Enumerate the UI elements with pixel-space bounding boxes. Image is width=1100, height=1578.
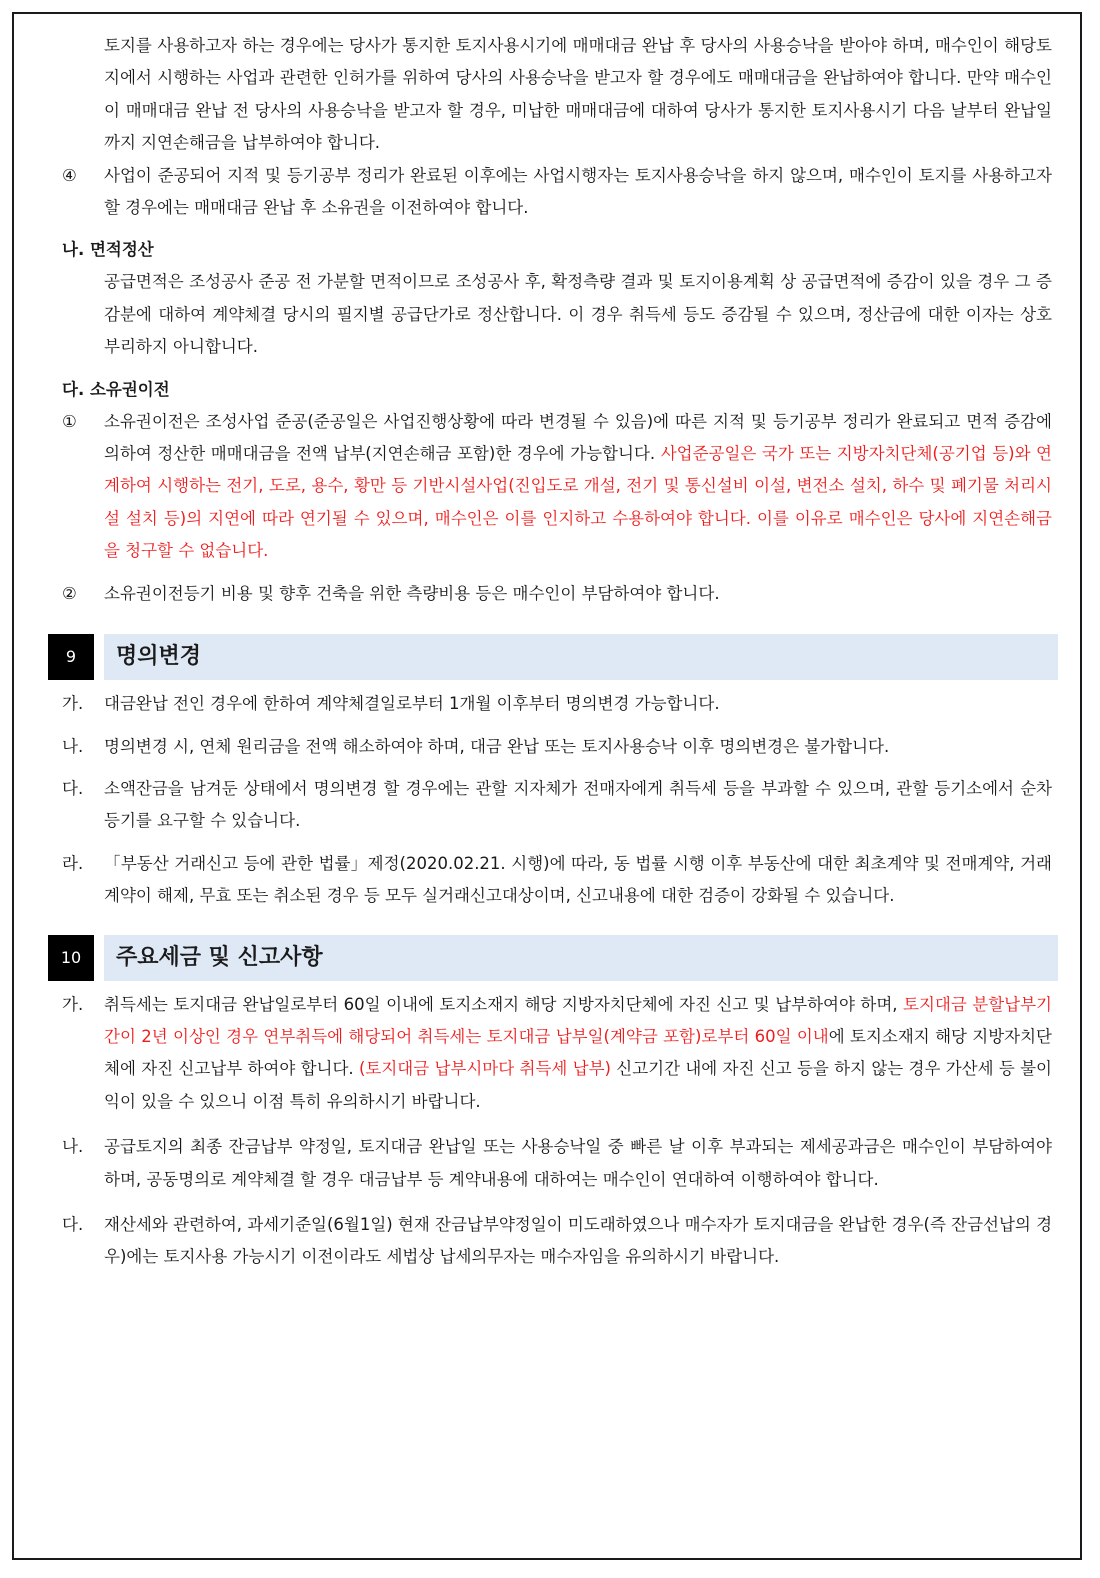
item-text: 소유권이전등기 비용 및 향후 건축을 위한 측량비용 등은 매수인이 부담하여야 합니다.: [104, 583, 720, 603]
item-text: 소유권이전은 조성사업 준공(준공일은 사업진행상황에 따라 변경될 수 있음)에 따른 지적 및 등기공부 정리가 완료되고 면적 증감에 의하여 정산한 매매대금을 전액 납부(지연손해금 포함)한 경우에 가능합니다.: [104, 411, 1052, 464]
section-9-header: [48, 634, 1058, 680]
section-number: 9: [48, 634, 94, 680]
item-label: 나.: [62, 736, 84, 756]
item-text: 재산세와 관련하여, 과세기준일(6월1일) 현재 잔금납부약정일이 미도래하였으나 매수자가 토지대금을 완납한 경우(즉 잔금선납의 경우)에는 토지사용 가능시기 이전이라도 세법상 납세의무자는 매수자임을 유의하시기 바랍니다.: [104, 1214, 1053, 1267]
list-item: [62, 773, 1052, 838]
item-text: 취득세는 토지대금 완납일로부터 60일 이내에 토지소재지 해당 지방자치단체에 자진 신고 및 납부하여야 하며,: [104, 994, 904, 1014]
item-number: ②: [62, 583, 77, 603]
item-text: 대금완납 전인 경우에 한하여 계약체결일로부터 1개월 이후부터 명의변경 가능합니다.: [104, 694, 720, 714]
section-number: 10: [48, 935, 94, 981]
item-1: [62, 406, 1052, 568]
heading-area-settlement: 나. 면적정산: [62, 240, 154, 260]
paragraph-area-settlement: 공급면적은 조성공사 준공 전 가분할 면적이므로 조성공사 후, 확정측량 결과 및 토지이용계획 상 공급면적에 증감이 있을 경우 그 증감분에 대하여 계약체결 당시의 필지별 공급단가로 정산합니다. 이 경우 취득세 등도 증감될 수 있으며, 정산금에 대한 이자는 상호 부리하지 아니합니다.: [104, 272, 1052, 357]
list-item: [62, 688, 1052, 720]
section-title: 명의변경: [104, 634, 1058, 680]
item-number: ①: [62, 411, 77, 431]
item-text: 명의변경 시, 연체 원리금을 전액 해소하여야 하며, 대금 완납 또는 토지사용승낙 이후 명의변경은 불가합니다.: [104, 736, 890, 756]
item-text: 신고기간 내에 자진 신고 등을 하지 않는 경우 가산세 등 불이익이 있을 수 있으니 이점 특히 유의하시기 바랍니다.: [104, 1059, 1052, 1111]
item-4: [62, 160, 1052, 225]
item-text: 에 토지소재지 해당 지방자치단체에 자진 신고납부 하여야 합니다.: [104, 1026, 1052, 1079]
item-label: 라.: [62, 853, 84, 873]
item-text: 소액잔금을 남겨둔 상태에서 명의변경 할 경우에는 관할 지자체가 전매자에게 취득세 등을 부과할 수 있으며, 관할 등기소에서 순차등기를 요구할 수 있습니다.: [104, 778, 1052, 831]
item-label: 가.: [62, 994, 84, 1014]
item-label: 가.: [62, 694, 84, 714]
list-item: [62, 989, 1052, 1119]
heading-ownership-transfer: 다. 소유권이전: [62, 379, 170, 399]
list-item: [62, 731, 1052, 763]
warning-text: 사업준공일은 국가 또는 지방자치단체(공기업 등)와 연계하여 시행하는 전기, 도로, 용수, 황만 등 기반시설사업(진입도로 개설, 전기 및 통신설비 이설, 변전소 설치, 하수 및 폐기물 처리시설 설치 등)의 지연에 따라 연기될 수 있으며, 매수인은 이를 인지하고 수용하여야 합니다. 이를 이유로 매수인은 당사에 지연손해금을 청구할 수 없습니다.: [104, 444, 1053, 561]
list-item: [62, 1131, 1052, 1196]
item-2: [62, 578, 1052, 610]
warning-text: (토지대금 납부시마다 취득세 납부): [358, 1059, 611, 1079]
document-body: [62, 30, 1052, 1274]
section-9-list: [62, 688, 1052, 912]
list-item: [62, 1209, 1052, 1274]
section-10-list: [62, 989, 1052, 1274]
item-text: 사업이 준공되어 지적 및 등기공부 정리가 완료된 이후에는 사업시행자는 토지사용승낙을 하지 않으며, 매수인이 토지를 사용하고자 할 경우에는 매매대금 완납 후 소유권을 이전하여야 합니다.: [104, 165, 1052, 218]
item-label: 나.: [62, 1137, 84, 1157]
item-number: ④: [62, 165, 77, 185]
item-text: 「부동산 거래신고 등에 관한 법률」제정(2020.02.21. 시행)에 따라, 동 법률 시행 이후 부동산에 대한 최초계약 및 전매계약, 거래계약이 해제, 무효 또는 취소된 경우 등 모두 실거래신고대상이며, 신고내용에 대한 검증이 강화될 수 있습니다.: [104, 853, 1052, 906]
item-label: 다.: [62, 1214, 84, 1234]
item-text: 공급토지의 최종 잔금납부 약정일, 토지대금 완납일 또는 사용승낙일 중 빠른 날 이후 부과되는 제세공과금은 매수인이 부담하여야 하며, 공동명의로 계약체결 할 경우 대금납부 등 계약내용에 대하여는 매수인이 연대하여 이행하여야 합니다.: [104, 1137, 1052, 1189]
list-item: [62, 848, 1052, 913]
item-label: 다.: [62, 778, 84, 798]
section-10-header: [48, 935, 1058, 981]
paragraph-land-use-approval: 토지를 사용하고자 하는 경우에는 당사가 통지한 토지사용시기에 매매대금 완납 후 당사의 사용승낙을 받아야 하며, 매수인이 해당토지에서 시행하는 사업과 관련한 인허가를 위하여 당사의 사용승낙을 받고자 할 경우에도 매매대금을 완납하여야 합니다. 만약 매수인이 매매대금 완납 전 당사의 사용승낙을 받고자 할 경우, 미납한 매매대금에 대하여 당사가 통지한 토지사용시기 다음 날부터 완납일까지 지연손해금을 납부하여야 합니다.: [104, 36, 1052, 153]
section-title: 주요세금 및 신고사항: [104, 935, 1058, 981]
warning-text: 토지대금 분할납부기간이 2년 이상인 경우 연부취득에 해당되어 취득세는 토지대금 납부일(계약금 포함)로부터 60일 이내: [104, 994, 1052, 1046]
